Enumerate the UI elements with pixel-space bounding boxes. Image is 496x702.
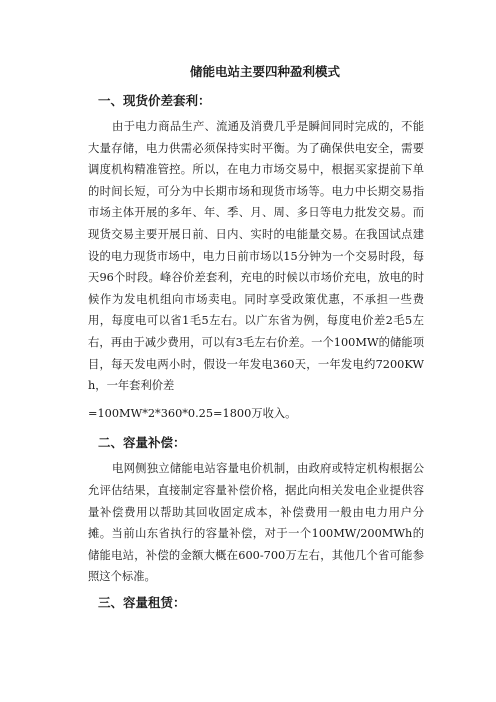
section-formula-line: =100MW*2*360*0.25=1800万收入。	[88, 406, 297, 420]
section-heading-spot-arbitrage: 一、现货价差套利：	[98, 93, 211, 108]
section-paragraph-spot-arbitrage: 由于电力商品生产、流通及消费几乎是瞬间同时完成的，不能大量存储，电力供需必须保持实时平衡。为了确保供电安全，需要调度机构精准管控。所以，在电力市场交易中，根据买家提前下单的时间长短，可分为中长期市场和现货市场等。电力中长期交易指市场主体开展的多年、年、季、月、周、多日等电力批发交易。而现货交易主要开展日前、日内、实时的电能量交易。在我国试点建设的电力现货市场中，电力日前市场以15分钟为一个交易时段，每天96个时段。峰谷价差套利，充电的时候以市场价充电，放电的时候作为发电机组向市场卖电。同时享受政策优惠，不承担一些费用，每度电可以省1毛5左右。以广东省为例，每度电价差2毛5左右，再由于减少费用，可以有3毛左右价差。一个100MW的储能项目，每天发电两小时，假设一年发电360天，一年发电约7200KWh，一年套利价差	[88, 120, 424, 393]
section-heading-capacity-leasing: 三、容量租赁：	[98, 594, 186, 610]
section-heading-capacity-compensation: 二、容量补偿：	[98, 435, 186, 451]
section-paragraph-capacity-compensation: 电网侧独立储能电站容量电价机制，由政府或特定机构根据公允评估结果，直接制定容量补偿价格，据此向相关发电企业提供容量补偿费用以帮助其回收固定成本，补偿费用一般由电力用户分摊。当前山东省执行的容量补偿，对于一个100MW/200MWh的储能电站，补偿的金额大概在600-700万左右，其他几个省可能参照这个标准。	[88, 462, 424, 584]
document-title: 储能电站主要四种盈利模式	[189, 64, 340, 79]
